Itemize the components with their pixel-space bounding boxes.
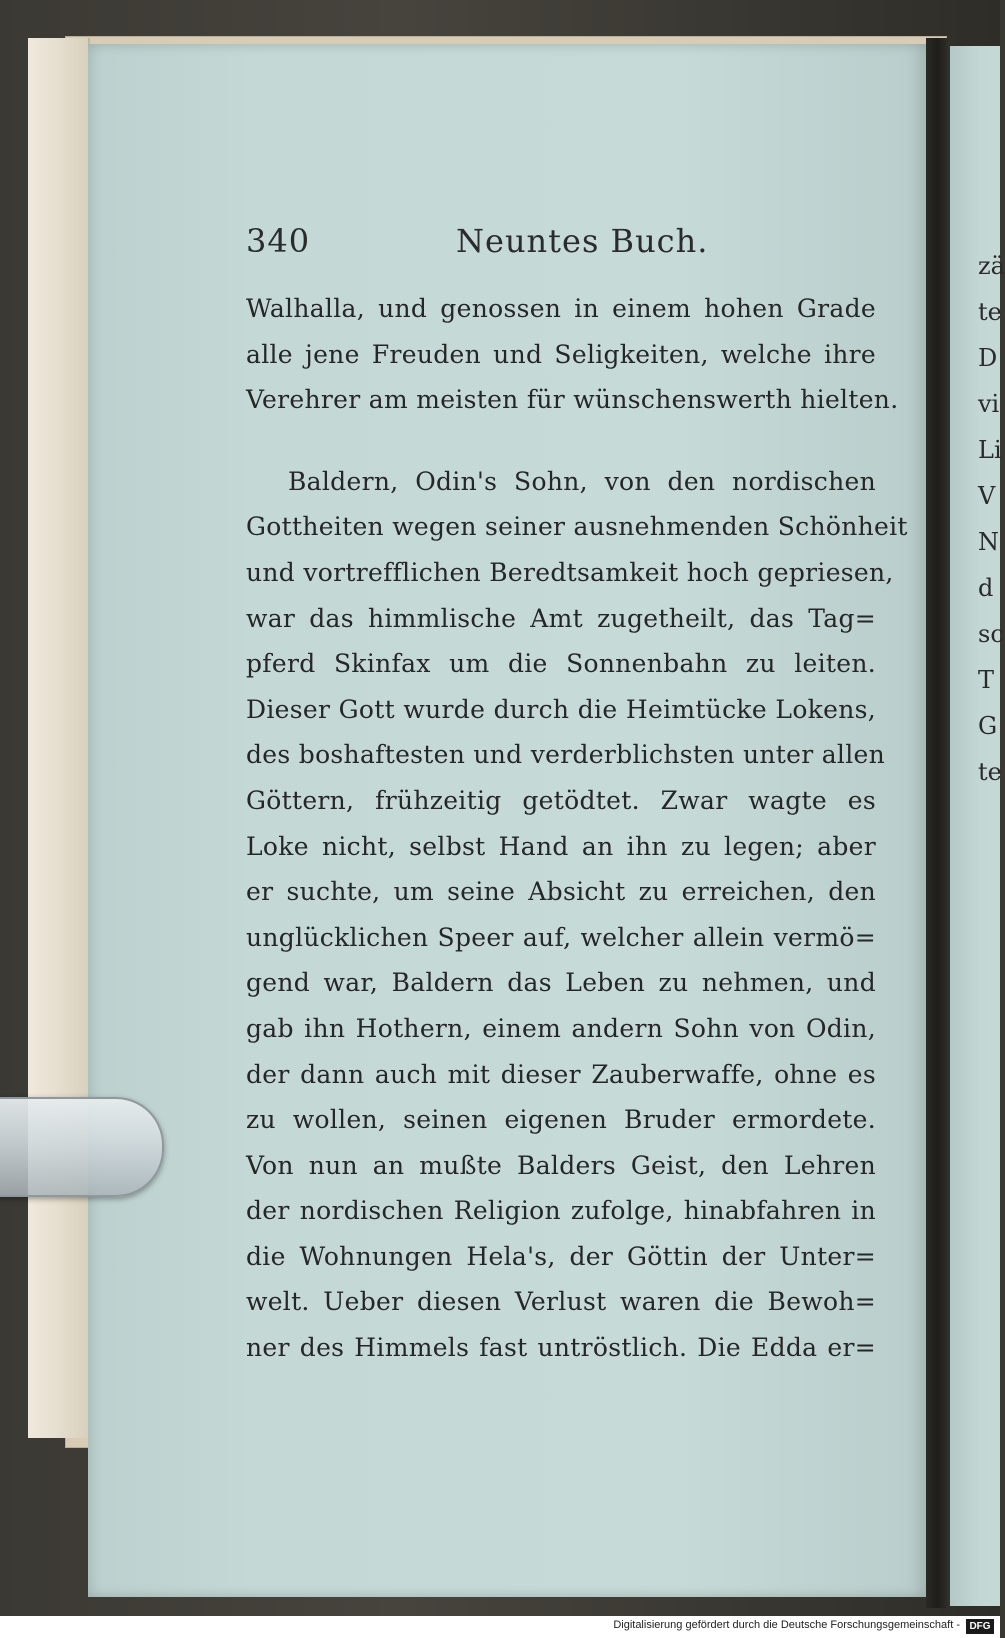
text-line: gab ihn Hothern, einem andern Sohn von Odin, — [246, 1013, 876, 1043]
text-line: Loke nicht, selbst Hand an ihn zu legen; aber — [246, 831, 876, 861]
text-line: die Wohnungen Hela's, der Göttin der Unter= — [246, 1241, 876, 1271]
paragraph-1 — [246, 286, 899, 423]
book-page — [88, 44, 926, 1597]
text-line: Walhalla, und genossen in einem hohen Grade — [246, 294, 876, 323]
text-line: pferd Skinfax um die Sonnenbahn zu leiten. — [246, 649, 876, 679]
next-page-fragment: V — [978, 482, 996, 510]
next-page-fragment: T — [978, 666, 995, 694]
text-line: gend war, Baldern das Leben zu nehmen, und — [246, 968, 876, 998]
text-line: Baldern, Odin's Sohn, von den nordischen — [288, 466, 876, 496]
text-line: Göttern, frühzeitig getödtet. Zwar wagte es — [246, 785, 876, 815]
next-page-fragment: Li — [978, 436, 1002, 464]
text-line: alle jene Freuden und Seligkeiten, welche ihre — [246, 339, 876, 369]
book-gutter — [926, 38, 950, 1608]
text-line: Dieser Gott wurde durch die Heimtücke Lokens, — [246, 694, 876, 724]
text-line: welt. Ueber diesen Verlust waren die Bewoh= — [246, 1287, 876, 1317]
paragraph-2 — [246, 459, 908, 1371]
next-page-fragment: te — [978, 298, 1002, 326]
next-page-fragment: d — [978, 574, 994, 602]
funding-notice: Digitalisierung gefördert durch die Deutsche Forschungsgemeinschaft - — [613, 1619, 960, 1631]
text-line: ner des Himmels fast untröstlich. Die Edda er= — [246, 1333, 876, 1363]
running-head: Neuntes Buch. — [456, 222, 709, 260]
next-page-fragment: te — [978, 758, 1002, 786]
text-line: Von nun an mußte Balders Geist, den Lehren — [246, 1150, 876, 1180]
text-line: und vortrefflichen Beredtsamkeit hoch gepriesen, — [246, 557, 894, 587]
text-line: der dann auch mit dieser Zauberwaffe, ohne es — [246, 1059, 876, 1089]
next-page-fragment: zä — [978, 252, 1005, 280]
text-line: Verehrer am meisten für wünschenswerth hielten. — [246, 385, 899, 415]
text-line: Gottheiten wegen seiner ausnehmenden Schönheit — [246, 512, 908, 542]
next-page-fragment: N — [978, 528, 999, 556]
page-header — [88, 222, 926, 266]
body-text — [246, 286, 908, 1371]
footer-bar — [0, 1616, 1000, 1638]
text-line: der nordischen Religion zufolge, hinabfahren in — [246, 1196, 876, 1226]
page-clip — [0, 1097, 164, 1197]
text-line: des boshaftesten und verderblichsten unter allen — [246, 740, 885, 770]
next-page-fragment: vi — [978, 390, 1000, 418]
dfg-logo: DFG — [966, 1619, 994, 1634]
text-line: unglücklichen Speer auf, welcher allein vermö= — [246, 922, 876, 952]
text-line: er suchte, um seine Absicht zu erreichen, den — [246, 877, 876, 907]
text-line: zu wollen, seinen eigenen Bruder ermordete. — [246, 1105, 876, 1135]
next-page-fragment: sc — [978, 620, 1004, 648]
page-stack-edge — [28, 38, 90, 1438]
paragraph-gap — [246, 423, 876, 459]
text-line: war das himmlische Amt zugetheilt, das Tag= — [246, 603, 876, 633]
next-page-edge — [950, 46, 1005, 1606]
next-page-fragment: D — [978, 344, 998, 372]
next-page-fragment: G — [978, 712, 998, 740]
page-number: 340 — [246, 222, 311, 260]
